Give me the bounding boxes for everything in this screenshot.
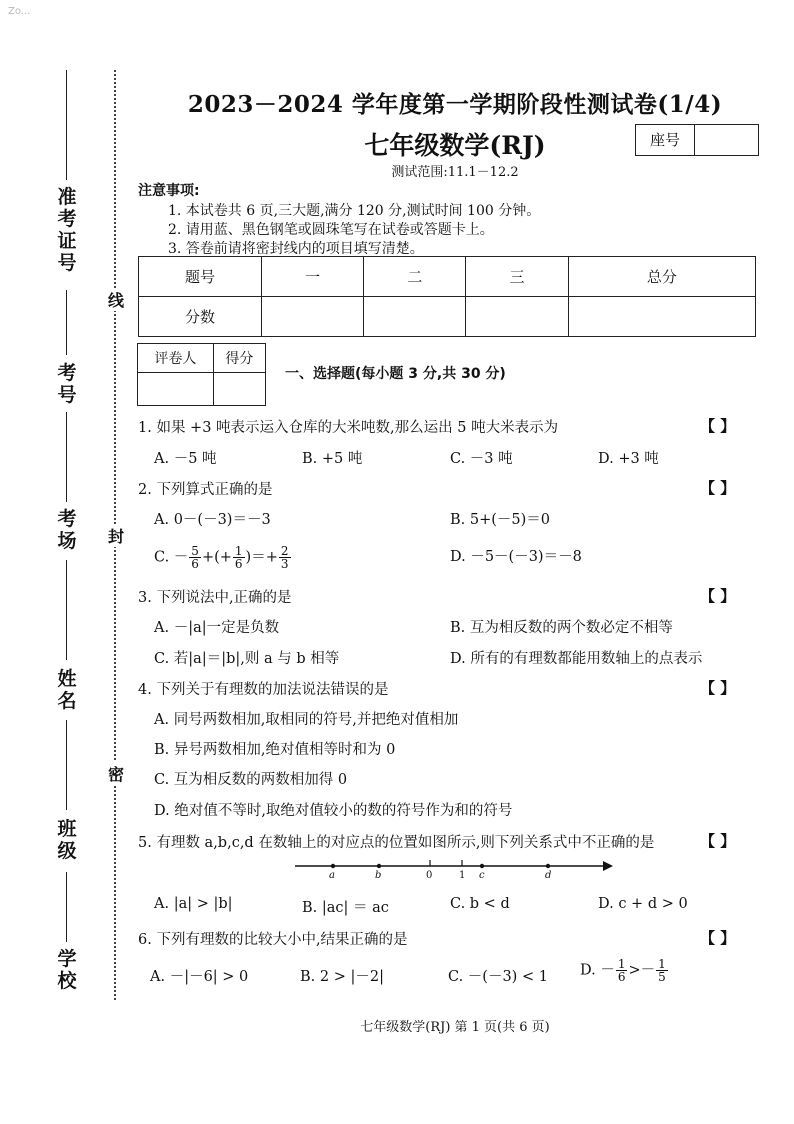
grader-label: 评卷人 — [138, 344, 214, 373]
option: D. c + d > 0 — [598, 896, 688, 912]
option-text: >－ — [628, 962, 656, 979]
test-range: 测试范围:11.1－12.2 — [391, 165, 519, 180]
number-line-label: 1 — [459, 870, 466, 881]
number-line-label: c — [479, 870, 485, 881]
seat-number-box[interactable] — [635, 124, 759, 156]
option: C. －(－3) < 1 — [448, 969, 548, 985]
option: C. 若|a|＝|b|,则 a 与 b 相等 — [154, 651, 340, 667]
note-item: 2. 请用蓝、黑色钢笔或圆珠笔写在试卷或答题卡上。 — [168, 222, 494, 238]
side-label-name: 姓名 — [57, 668, 77, 712]
grader-box — [137, 343, 266, 406]
number-line-label: 0 — [426, 870, 433, 881]
score-row-label: 分数 — [139, 297, 262, 337]
grader-score-cell[interactable] — [213, 373, 265, 406]
option: A. －|－6| > 0 — [150, 969, 249, 985]
score-cell[interactable] — [466, 297, 568, 337]
answer-bracket[interactable]: 【 】 — [700, 679, 736, 697]
question-5: 5. 有理数 a,b,c,d 在数轴上的对应点的位置如图所示,则下列关系式中不正确的是 — [138, 835, 655, 851]
binding-line — [66, 290, 67, 355]
option: B. 异号两数相加,绝对值相等时和为 0 — [154, 742, 396, 758]
option-text: +(+ — [201, 549, 232, 566]
fraction — [656, 958, 668, 983]
side-label-exam-room: 考场 — [57, 508, 77, 552]
score-cell[interactable] — [262, 297, 364, 337]
number-line-label: a — [329, 870, 335, 881]
number-line-arrow — [603, 861, 613, 871]
question-4: 4. 下列关于有理数的加法说法错误的是 — [138, 682, 389, 698]
option: A. －|a|一定是负数 — [154, 620, 280, 636]
point-b — [377, 864, 381, 868]
option: A. |a| > |b| — [154, 896, 233, 912]
score-header-cell: 一 — [262, 257, 364, 297]
score-header-cell: 三 — [466, 257, 568, 297]
page-footer: 七年级数学(RJ) 第 1 页(共 6 页) — [360, 1020, 550, 1035]
exam-title: 2023－2024 学年度第一学期阶段性测试卷(1/4) — [187, 91, 723, 118]
option-text: )＝+ — [245, 549, 278, 566]
denominator: 5 — [658, 970, 666, 984]
question-1: 1. 如果 +3 吨表示运入仓库的大米吨数,那么运出 5 吨大米表示为 — [138, 420, 559, 436]
section-title: 一、选择题(每小题 3 分,共 30 分) — [285, 366, 506, 382]
score-label: 得分 — [213, 344, 265, 373]
score-header-cell: 二 — [364, 257, 466, 297]
numerator: 1 — [234, 544, 243, 558]
exam-subtitle: 七年级数学(RJ) — [364, 131, 546, 160]
numerator: 2 — [280, 544, 289, 558]
binding-line — [66, 720, 67, 810]
answer-bracket[interactable]: 【 】 — [700, 587, 736, 605]
point-d — [546, 864, 550, 868]
option: C. 互为相反数的两数相加得 0 — [154, 772, 348, 788]
number-line-label: b — [375, 870, 382, 881]
numerator: 5 — [191, 544, 199, 558]
denominator: 6 — [617, 970, 626, 984]
point-c — [480, 864, 484, 868]
answer-bracket[interactable]: 【 】 — [700, 929, 736, 947]
binding-line — [66, 872, 67, 942]
numerator: 1 — [658, 957, 666, 971]
option: A. 0－(－3)＝－3 — [154, 512, 271, 528]
number-line-label: d — [545, 870, 552, 881]
number-line — [295, 856, 615, 882]
score-header-cell: 题号 — [139, 257, 262, 297]
side-label-exam-number: 考号 — [57, 362, 77, 406]
score-cell[interactable] — [364, 297, 466, 337]
option: D. －5－(－3)＝－8 — [450, 549, 582, 565]
side-label-exam-id: 准考证号 — [57, 186, 77, 274]
fraction — [616, 958, 628, 983]
grader-cell[interactable] — [138, 373, 214, 406]
fraction — [233, 545, 245, 570]
denominator: 3 — [280, 557, 289, 571]
fraction — [189, 545, 201, 570]
option: B. 2 > |－2| — [300, 969, 384, 985]
seal-char-secret: 密 — [107, 762, 125, 785]
binding-line — [66, 560, 67, 660]
option: D. 绝对值不等时,取绝对值较小的数的符号作为和的符号 — [154, 803, 513, 819]
numerator: 1 — [617, 957, 626, 971]
option: B. 互为相反数的两个数必定不相等 — [450, 620, 673, 636]
question-2: 2. 下列算式正确的是 — [138, 482, 273, 498]
seat-label: 座号 — [636, 125, 695, 155]
side-label-school: 学校 — [57, 948, 77, 992]
option: A. －5 吨 — [154, 451, 217, 467]
denominator: 6 — [191, 557, 199, 571]
option-text: D. － — [580, 962, 615, 979]
note-item: 1. 本试卷共 6 页,三大题,满分 120 分,测试时间 100 分钟。 — [168, 203, 541, 219]
option: B. +5 吨 — [302, 451, 363, 467]
option: B. 5+(－5)＝0 — [450, 512, 551, 528]
option: C. －3 吨 — [450, 451, 513, 467]
answer-bracket[interactable]: 【 】 — [700, 417, 736, 435]
corner-mark: Zo... — [8, 6, 31, 17]
question-6: 6. 下列有理数的比较大小中,结果正确的是 — [138, 932, 408, 948]
binding-line — [66, 70, 67, 180]
option: A. 同号两数相加,取相同的符号,并把绝对值相加 — [154, 712, 459, 728]
score-header-cell: 总分 — [568, 257, 755, 297]
seat-input[interactable] — [695, 125, 758, 155]
option-text: C. － — [154, 549, 189, 566]
option-fraction — [154, 545, 292, 570]
notes-heading: 注意事项: — [138, 183, 200, 199]
binding-line — [66, 412, 67, 502]
point-a — [331, 864, 335, 868]
note-item: 3. 答卷前请将密封线内的项目填写清楚。 — [168, 241, 424, 257]
option-fraction — [580, 958, 669, 983]
side-label-class: 班级 — [57, 818, 77, 862]
answer-bracket[interactable]: 【 】 — [700, 479, 736, 497]
seal-char-seal: 封 — [107, 524, 125, 547]
option: B. |ac| ＝ ac — [302, 900, 389, 916]
fraction — [279, 545, 291, 570]
score-table — [138, 256, 756, 337]
answer-bracket[interactable]: 【 】 — [700, 832, 736, 850]
score-cell[interactable] — [568, 297, 755, 337]
denominator: 6 — [234, 557, 243, 571]
option: D. +3 吨 — [598, 451, 659, 467]
option: D. 所有的有理数都能用数轴上的点表示 — [450, 651, 703, 667]
option: C. b < d — [450, 896, 510, 912]
seal-char-line: 线 — [107, 288, 125, 311]
question-3: 3. 下列说法中,正确的是 — [138, 590, 292, 606]
